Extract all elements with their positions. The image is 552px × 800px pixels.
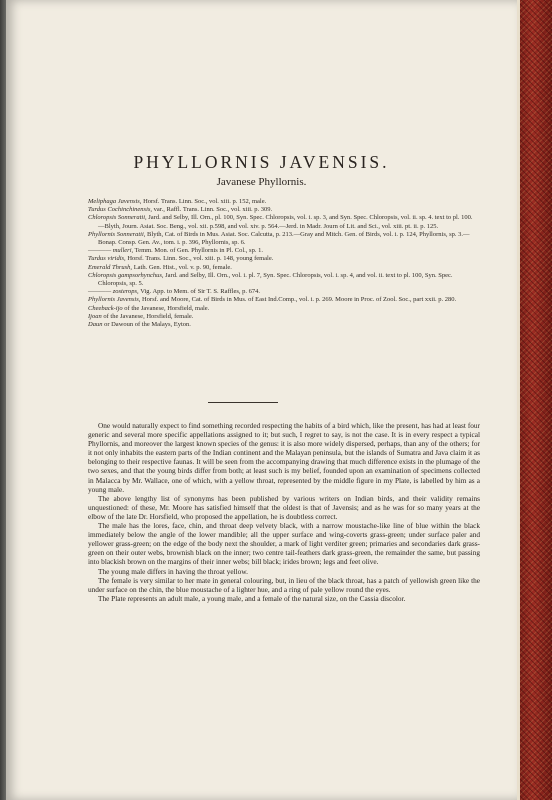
synonym-entry [88, 264, 478, 272]
synonym-reference: Jard. and Selby, Ill. Orn., vol. i. pl. 7, Syn. Spec. Chloropsis, vol. i. sp. 4, and vol. ii. text to pl. 100, Syn. Spec. Chloropsis, sp. 5. [98, 271, 453, 288]
synonym-entry [88, 206, 478, 214]
body-paragraph: One would naturally expect to find something recorded respecting the habits of a bird which, like the present, has had at least four generic and several more specific appellations assigned to it; but such, I regret to say, is not the case. It is in every respect a typical Phyllornis, and moreover the largest known species of the genus: it is also more widely dispersed, perhaps, than any of the others; for it not only inhabits the eastern parts of the Indian continent and the Malayan peninsula, but the islands of Sumatra and Java claim it as belonging to their respective faunas. It will be seen from the accompanying drawing that much difference exists in the plumage of the two sexes, and that the young birds differ from both; at least such is my belief, founded upon an examination of specimens collected in Malacca by Mr. Wallace, one of which, with a yellow throat, represented by the middle figure in my Plate, is labelled by him as a young male. [88, 421, 480, 494]
synonym-name: Chloropsis gampsorhynchus, [88, 271, 164, 279]
synonym-reference: of the Javanese, Horsfield, female. [101, 312, 194, 320]
synonym-entry [88, 247, 478, 255]
synonym-entry [88, 272, 478, 288]
synonym-reference: Lath. Gen. Hist., vol. v. p. 90, female. [132, 263, 232, 271]
synonym-entry [88, 305, 478, 313]
synonym-reference: Jard. and Selby, Ill. Orn., pl. 100, Syn. Spec. Chloropsis, vol. i. sp. 3, and Syn. Spec. Chloropsis, vol. ii. sp. 4. text to pl. 100.—Blyth, Journ. Asiat. Soc. Beng., vol. xii. p.598, and vol. xiv. p. 564.—Jerd. in Madr. Journ of Lit. and Sci., vol. xiii. pt. ii. p. 125. [98, 214, 473, 230]
body-paragraph: The above lengthy list of synonyms has been published by various writers on Indian birds, and their validity remains unquestioned: of these, Mr. Moore has satisfied himself that the oldest is that of Javensis; and as he was for so many years at the elbow of the late Dr. Horsfield, who proposed the appellation, he is doubtless correct. [88, 493, 480, 521]
page-title: PHYLLORNIS JAVENSIS. [133, 152, 390, 172]
body-paragraph: The young male differs in having the throat yellow. [98, 566, 248, 576]
page-edge [517, 0, 520, 800]
synonym-name: Phyllornis Javensis, [88, 296, 141, 304]
synonym-entry [88, 231, 478, 247]
synonym-name: Emerald Thrush, [88, 263, 133, 271]
synonym-reference: Vig. App. to Mem. of Sir T. S. Raffles, p. 674. [138, 288, 261, 296]
synonym-reference: Horsf. and Moore, Cat. of Birds in Mus. of East Ind.Comp., vol. i. p. 269. Moore in Proc. of Zool. Soc., part xxii. p. 280. [140, 296, 457, 304]
synonym-name: Cheeback-ijo [88, 304, 123, 312]
book-binding [517, 0, 552, 800]
synonym-reference: var., Raffl. Trans. Linn. Soc., vol. xiii. p. 309. [152, 206, 273, 214]
synonymy-list [88, 198, 478, 329]
synonym-name: Chloropsis Sonneratii, [88, 214, 147, 222]
synonym-name: Phyllornis Sonneratii, [88, 230, 146, 238]
synonym-name: ———— zosterops, [88, 288, 139, 296]
synonym-entry [88, 198, 478, 206]
synonym-entry [88, 288, 478, 296]
synonym-entry [88, 313, 478, 321]
synonym-reference: or Dawoun of the Malays, Eyton. [102, 321, 191, 329]
synonym-name: Daun [88, 321, 103, 329]
synonym-reference: Horsf. Trans. Linn. Soc., vol. xiii. p. 148, young female. [125, 255, 274, 263]
section-divider [208, 402, 278, 403]
body-paragraph: The male has the lores, face, chin, and throat deep velvety black, with a narrow moustache-like line of blue within the black immediately below the angle of the lower mandible; all the upper surface and wing-coverts grass-green; under surface paler and yellower grass-green; on the edge of the body next the shoulder, a mark of light verditer green; primaries and secondaries dark grass-green on their outer webs, brownish black on the inner; two centre tail-feathers dark grass-green, the remainder the same, but passing into blackish brown on the margins of their inner webs; bill black; irides brown; legs and feet olive. [88, 521, 480, 567]
synonym-reference: Blyth, Cat. of Birds in Mus. Asiat. Soc. Calcutta, p. 213.—Gray and Mitch. Gen. of Birds, vol. i. p. 124, Phyllornis, sp. 3.—Bonap. Consp. Gen. Av., tom. i. p. 396, Phyllornis, sp. 6. [98, 230, 470, 247]
synonym-entry [88, 296, 478, 304]
synonym-entry [88, 214, 478, 230]
synonym-reference: Horsf. Trans. Linn. Soc., vol. xiii. p. 152, male. [141, 198, 267, 205]
synonym-entry [88, 321, 478, 329]
synonym-reference: of the Javanese, Horsfield, male. [122, 304, 210, 312]
body-paragraph: The female is very similar to her mate in general colouring, but, in lieu of the black throat, has a patch of yellowish green like the under surface on the chin, the blue moustache of a lighter hue, and a ring of pale yellow round the eyes. [88, 575, 480, 594]
synonym-name: Ijoan [88, 312, 102, 320]
body-paragraph: The Plate represents an adult male, a young male, and a female of the natural size, on the Cassia discolor. [98, 593, 406, 603]
synonym-name: Meliphaga Javensis, [88, 198, 142, 205]
book-page [6, 0, 517, 800]
synonym-reference: Temm. Mon. of Gen. Phyllornis in Pl. Col., sp. 1. [133, 247, 263, 255]
synonym-name: ———— mulleri, [88, 247, 134, 255]
synonym-name: Turdus viridis, [88, 255, 126, 263]
description-body [88, 421, 480, 603]
synonym-name: Turdus Cochinchinensis, [88, 206, 153, 214]
synonym-entry [88, 255, 478, 263]
page-subtitle: Javanese Phyllornis. [216, 176, 307, 188]
